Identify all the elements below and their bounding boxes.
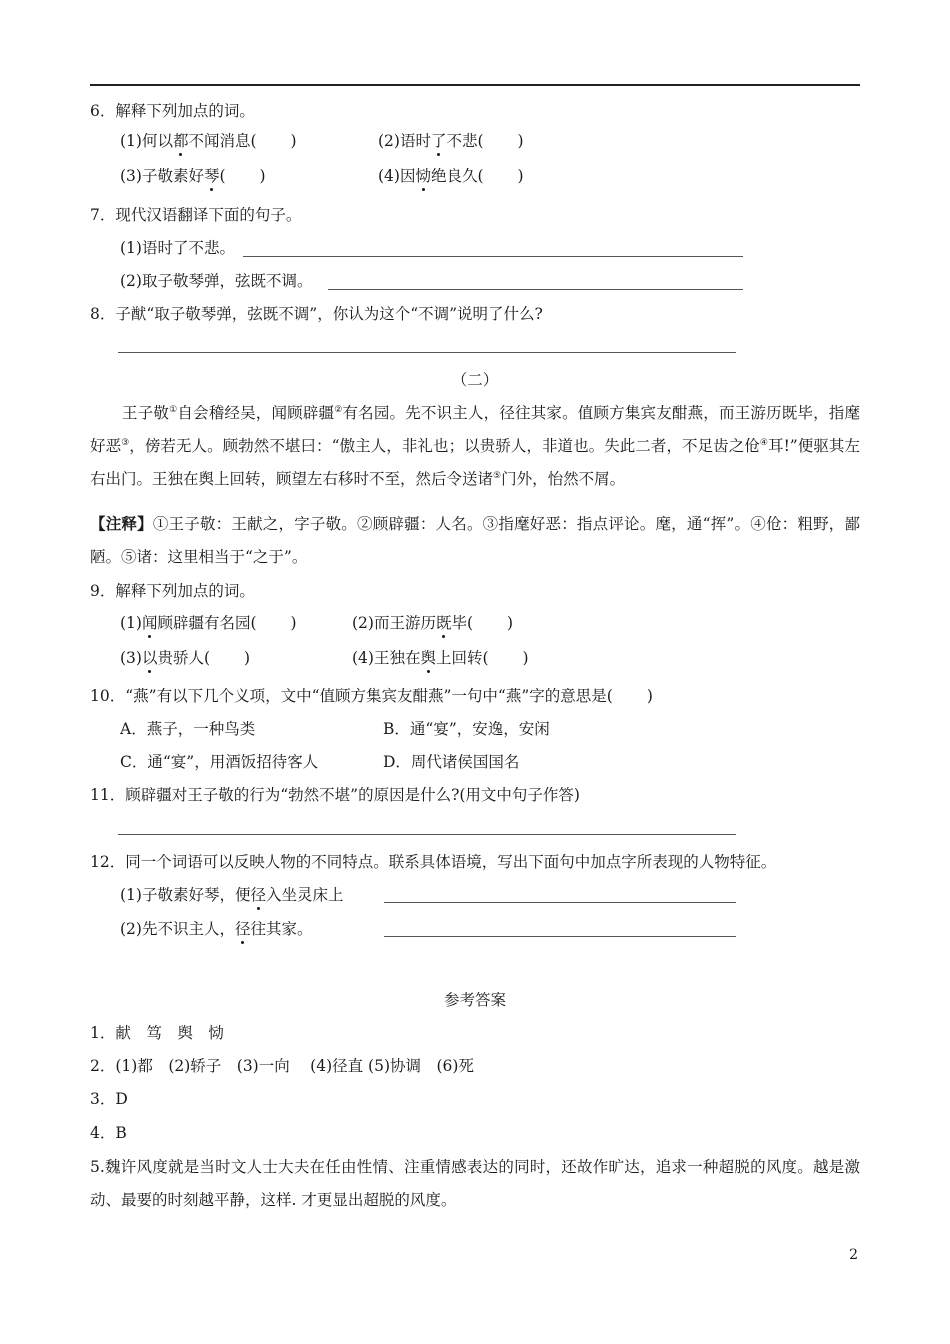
answer-1: 1．献 笃 舆 恸 (90, 1024, 224, 1042)
q6-item-2: (2)语时了不悲( ) (378, 132, 524, 150)
answer-4: 4．B (90, 1124, 127, 1142)
q6-title: 6．解释下列加点的词。 (90, 102, 255, 120)
q7-answer-line-2[interactable] (328, 289, 743, 290)
q12-sentence-2: (2)先不识主人，径往其家。 (120, 920, 313, 938)
q9-item-4: (4)王独在舆上回转( ) (352, 649, 529, 667)
q6-item-4: (4)因恸绝良久( ) (378, 167, 524, 185)
q8-title: 8．子猷“取子敬琴弹，弦既不调”，你认为这个“不调”说明了什么? (90, 305, 543, 323)
answer-2: 2．(1)都 (2)轿子 (3)一向 (4)径直 (5)协调 (6)死 (90, 1057, 474, 1075)
q11-title: 11．顾辟疆对王子敬的行为“勃然不堪”的原因是什么?(用文中句子作答) (90, 786, 580, 804)
q12-answer-line-1[interactable] (384, 902, 736, 903)
q8-answer-line[interactable] (118, 352, 736, 353)
q7-sentence-2: (2)取子敬琴弹，弦既不调。 (120, 272, 313, 290)
header-rule (90, 84, 860, 86)
q12-sentence-1: (1)子敬素好琴，便径入坐灵床上 (120, 886, 344, 904)
q9-title: 9．解释下列加点的词。 (90, 582, 255, 600)
q12-title: 12．同一个词语可以反映人物的不同特点。联系具体语境，写出下面句中加点字所表现的人物特征。 (90, 853, 777, 871)
q10-title: 10．“燕”有以下几个义项，文中“值顾方集宾友酣燕”一句中“燕”字的意思是( ) (90, 687, 653, 705)
q7-sentence-1: (1)语时了不悲。 (120, 239, 235, 257)
notes-label: 【注释】 (90, 514, 153, 533)
q6-item-3: (3)子敬素好琴( ) (120, 167, 266, 185)
q10-option-d: D．周代诸侯国国名 (383, 753, 520, 771)
answers-title: 参考答案 (443, 991, 506, 1009)
page-number: 2 (849, 1247, 858, 1263)
annotation-notes: 【注释】①王子敬：王献之，字子敬。②顾辟疆：人名。③指麾好恶：指点评论。麾，通“挥”。④伧：粗野，鄙陋。⑤诸：这里相当于“之于”。 (90, 514, 860, 566)
q6-item-1: (1)何以都不闻消息( ) (120, 132, 297, 150)
q11-answer-line[interactable] (118, 834, 736, 835)
q10-option-c: C．通“宴”，用酒饭招待客人 (120, 753, 319, 771)
q10-option-b: B．通“宴”，安逸，安闲 (383, 720, 550, 738)
q10-option-a: A．燕子，一种鸟类 (120, 720, 256, 738)
section-title: （二） (451, 371, 499, 389)
answer-3: 3．D (90, 1090, 128, 1108)
q9-item-1: (1)闻顾辟疆有名园( ) (120, 614, 297, 632)
answer-5: 5.魏许风度就是当时文人士大夫在任由性情、注重情感表达的同时，还故作旷达，追求一种超脱的风度。越是激动、最要的时刻越平静，这样. 才更显出超脱的风度。 (90, 1158, 860, 1209)
q12-answer-line-2[interactable] (384, 936, 736, 937)
q7-answer-line-1[interactable] (243, 256, 743, 257)
q7-title: 7．现代汉语翻译下面的句子。 (90, 206, 302, 224)
classical-passage: 王子敬①自会稽经吴，闻顾辟疆②有名园。先不识主人，径往其家。值顾方集宾友酣燕，而王游历既毕，指麾好恶③，傍若无人。顾勃然不堪曰：“傲主人，非礼也；以贵骄人，非道也。失此二者，不足齿之伧④耳!”便驱其左右出门。王独在舆上回转，顾望左右移时不至，然后令送诸⑤门外，怡然不屑。 (90, 404, 860, 488)
q9-item-2: (2)而王游历既毕( ) (352, 614, 514, 632)
q9-item-3: (3)以贵骄人( ) (120, 649, 251, 667)
